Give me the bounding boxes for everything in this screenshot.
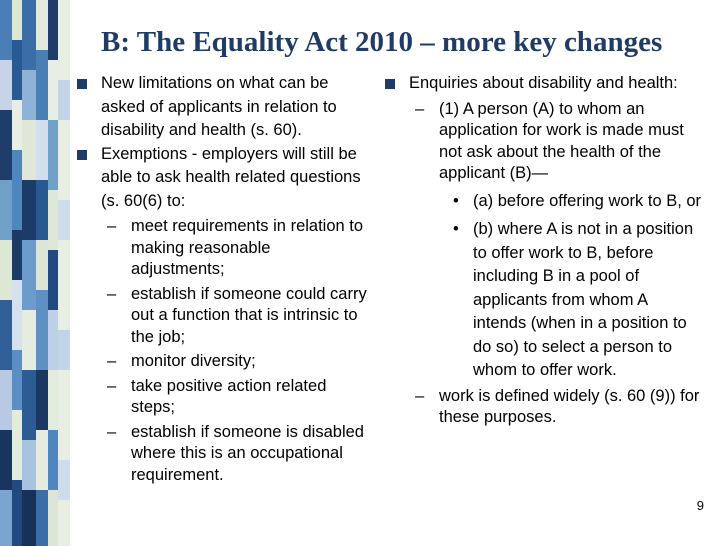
dash-icon: – [107, 376, 117, 395]
left-sub-item-3-text: monitor diversity; [131, 352, 256, 370]
square-bullet-icon [77, 79, 87, 89]
square-bullet-icon [77, 150, 87, 160]
square-bullet-icon [385, 79, 395, 89]
left-sub-item-5-text: establish if someone is disabled where this is an occupational requirement. [131, 422, 364, 484]
right-bullet-1 [385, 72, 703, 96]
decorative-sidebar [0, 0, 70, 546]
right-sub-item-1-text: (1) A person (A) to whom an application for work is made must not ask about the health of the applicant (B)— [439, 99, 684, 182]
dot-bullet-icon: • [453, 191, 459, 210]
right-sub-item-2 [385, 386, 703, 429]
dash-icon: – [107, 284, 117, 303]
right-sub-item-2-text: work is defined widely (s. 60 (9)) for these purposes. [439, 386, 700, 426]
left-sub-item-1 [77, 216, 367, 281]
left-sub-item-2-text: establish if someone could carry out a function that is intrinsic to the job; [131, 284, 367, 346]
right-sub-sub-item-1-text: (a) before offering work to B, or [473, 191, 702, 210]
dash-icon: – [415, 99, 425, 118]
dash-icon: – [415, 386, 425, 405]
dash-icon: – [107, 217, 117, 235]
sidebar-pattern [0, 0, 70, 546]
page-number: 9 [696, 498, 704, 513]
right-sub-sub-item-1 [385, 190, 703, 214]
left-sub-item-4-text: take positive action related steps; [131, 376, 327, 416]
right-sub-sub-item-2 [385, 218, 703, 383]
right-column [385, 72, 703, 429]
left-column [77, 72, 367, 486]
left-sub-item-2 [77, 284, 367, 349]
right-bullet-1-text: Enquiries about disability and health: [409, 74, 678, 92]
left-bullet-1 [77, 72, 367, 143]
left-sub-item-3 [77, 351, 367, 373]
dash-icon: – [107, 352, 117, 370]
right-sub-sub-item-2-text: (b) where A is not in a position to offer work to B, before including B in a pool of applicants from whom A intends (when in a position to do so) to select a person to whom to offer work. [473, 220, 694, 379]
left-sub-item-4 [77, 376, 367, 419]
dash-icon: – [107, 422, 117, 441]
left-bullet-2-text: Exemptions - employers will still be able to ask health related questions (s. 60(6) to: [101, 144, 361, 210]
right-sub-item-1 [385, 99, 703, 185]
slide-title: B: The Equality Act 2010 – more key changes [101, 26, 663, 58]
left-sub-item-5 [77, 422, 367, 487]
left-bullet-2 [77, 143, 367, 214]
dot-bullet-icon: • [453, 220, 459, 238]
left-sub-item-1-text: meet requirements in relation to making reasonable adjustments; [131, 217, 364, 278]
left-bullet-1-text: New limitations on what can be asked of applicants in relation to disability and health (s. 60). [101, 74, 337, 139]
